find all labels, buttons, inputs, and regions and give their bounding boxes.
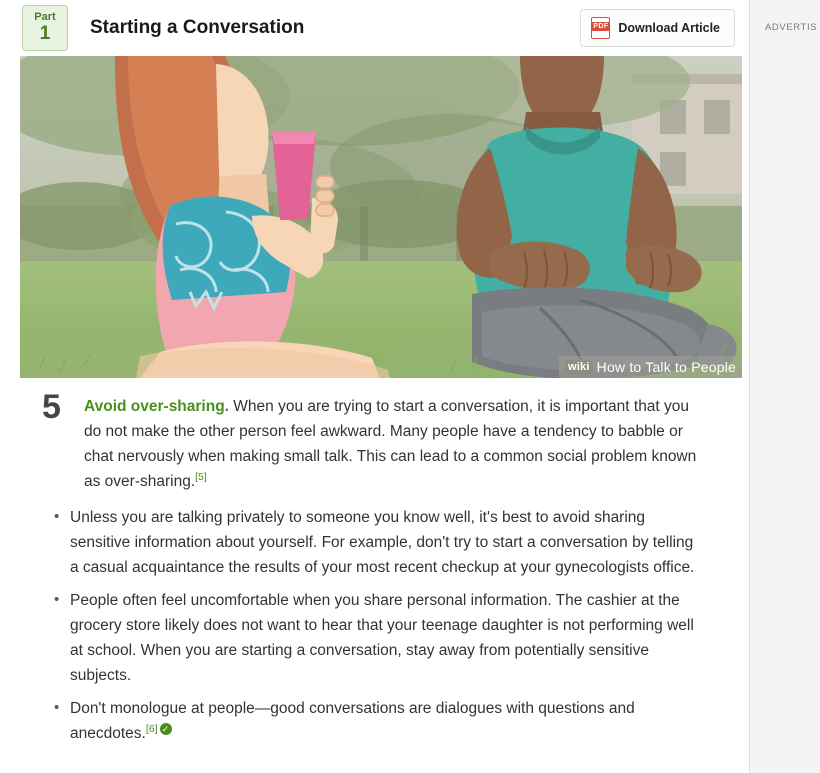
page-title: Starting a Conversation xyxy=(90,17,305,38)
part-badge xyxy=(22,5,68,51)
step-paragraph xyxy=(84,394,699,495)
list-item-text: Don't monologue at people—good conversations are dialogues with questions and anecdotes. xyxy=(70,700,635,743)
advertisement-label: ADVERTIS xyxy=(765,22,818,33)
watermark-text: How to Talk to People xyxy=(596,359,736,375)
verified-check-icon: ✓ xyxy=(160,723,172,735)
pdf-icon-text: PDF xyxy=(591,22,610,31)
list-item xyxy=(70,505,699,580)
reference-link-5[interactable]: [5] xyxy=(195,471,207,484)
advertisement-rail xyxy=(751,0,820,773)
illustration-svg xyxy=(20,56,742,378)
step-bullet-list xyxy=(42,505,699,747)
list-item xyxy=(70,696,699,746)
article-header xyxy=(0,0,749,56)
part-badge-number: 1 xyxy=(39,22,51,44)
step-paragraph-wrapper xyxy=(42,394,699,495)
step-illustration[interactable] xyxy=(20,56,742,378)
step-number: 5 xyxy=(42,388,61,426)
step-text: When you are trying to start a conversation, it is important that you do not make the other person feel awkward. Many people have a tendency to babble or chat nervously when making small talk. This can lead to a common social problem known as over-sharing. xyxy=(84,398,697,491)
reference-link-6[interactable]: [6] xyxy=(145,723,158,736)
list-item-text: People often feel uncomfortable when you share personal information. The cashier at the grocery store likely does not want to hear that your teenage daughter is not performing well at school. When you are starting a conversation, stay away from potentially sensitive subjects. xyxy=(70,591,694,685)
download-article-button[interactable] xyxy=(580,9,735,47)
step-content xyxy=(0,378,749,747)
pdf-icon xyxy=(591,17,610,39)
list-item-text: Unless you are talking privately to someone you know well, it's best to avoid sharing sensitive information about yourself. For example, don't try to start a conversation by telling a casual acquaintance the results of your most recent checkup at your gynecologists office. xyxy=(70,508,695,576)
watermark-brand: wiki xyxy=(565,360,593,374)
image-watermark xyxy=(559,356,742,378)
part-badge-label: Part xyxy=(34,11,56,24)
list-item xyxy=(70,588,699,688)
download-article-label: Download Article xyxy=(618,21,720,35)
step-row xyxy=(42,388,699,495)
step-lead: Avoid over-sharing. xyxy=(84,398,229,415)
